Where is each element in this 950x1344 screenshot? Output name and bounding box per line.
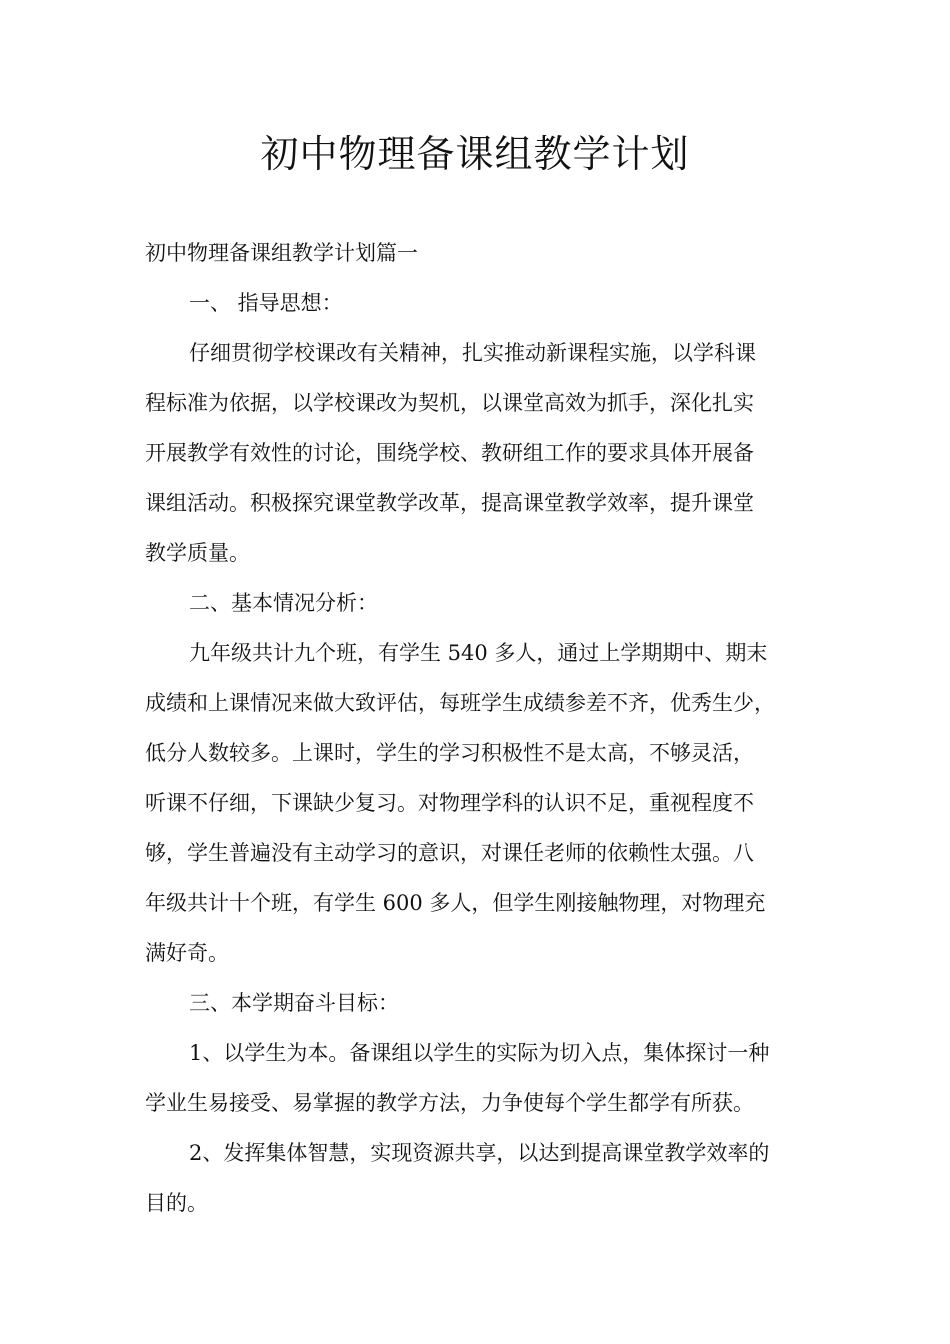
- paragraph-line: 开展教学有效性的讨论，围绕学校、教研组工作的要求具体开展备: [145, 441, 754, 465]
- paragraph-line: 仔细贯彻学校课改有关精神，扎实推动新课程实施，以学科课: [189, 341, 756, 365]
- heading-guiding-ideology: 一、 指导思想：: [189, 291, 343, 315]
- list-item-line: 学业生易接受、易掌握的教学方法，力争使每个学生都学有所获。: [145, 1091, 754, 1115]
- paragraph-line: 课组活动。积极探究课堂教学改革，提高课堂教学效率，提升课堂: [145, 491, 754, 515]
- list-item-line: 目的。: [145, 1191, 208, 1215]
- paragraph-line: 低分人数较多。上课时，学生的学习积极性不是太高，不够灵活，: [145, 741, 754, 765]
- paragraph-line: 九年级共计九个班，有学生 540 多人，通过上学期期中、期末: [189, 641, 768, 665]
- paragraph-line: 成绩和上课情况来做大致评估，每班学生成绩参差不齐，优秀生少，: [145, 691, 775, 715]
- paragraph-line: 满好奇。: [145, 941, 229, 965]
- heading-situation-analysis: 二、基本情况分析：: [189, 591, 378, 615]
- paragraph-line: 年级共计十个班，有学生 600 多人，但学生刚接触物理，对物理充: [145, 891, 766, 915]
- heading-semester-goals: 三、本学期奋斗目标：: [189, 991, 399, 1015]
- list-item-line: 2、发挥集体智慧，实现资源共享，以达到提高课堂教学效率的: [189, 1141, 770, 1165]
- paragraph-line: 程标准为依据，以学校课改为契机，以课堂高效为抓手，深化扎实: [145, 391, 754, 415]
- list-item-line: 1、以学生为本。备课组以学生的实际为切入点，集体探讨一种: [189, 1041, 770, 1065]
- paragraph-line: 够，学生普遍没有主动学习的意识，对课任老师的依赖性太强。八: [145, 841, 754, 865]
- document-body: [145, 228, 810, 1228]
- document-title: 初中物理备课组教学计划: [260, 132, 690, 176]
- paragraph-line: 听课不仔细，下课缺少复习。对物理学科的认识不足，重视程度不: [145, 791, 754, 815]
- section-heading-line: 初中物理备课组教学计划篇一: [145, 241, 418, 265]
- paragraph-line: 教学质量。: [145, 541, 250, 565]
